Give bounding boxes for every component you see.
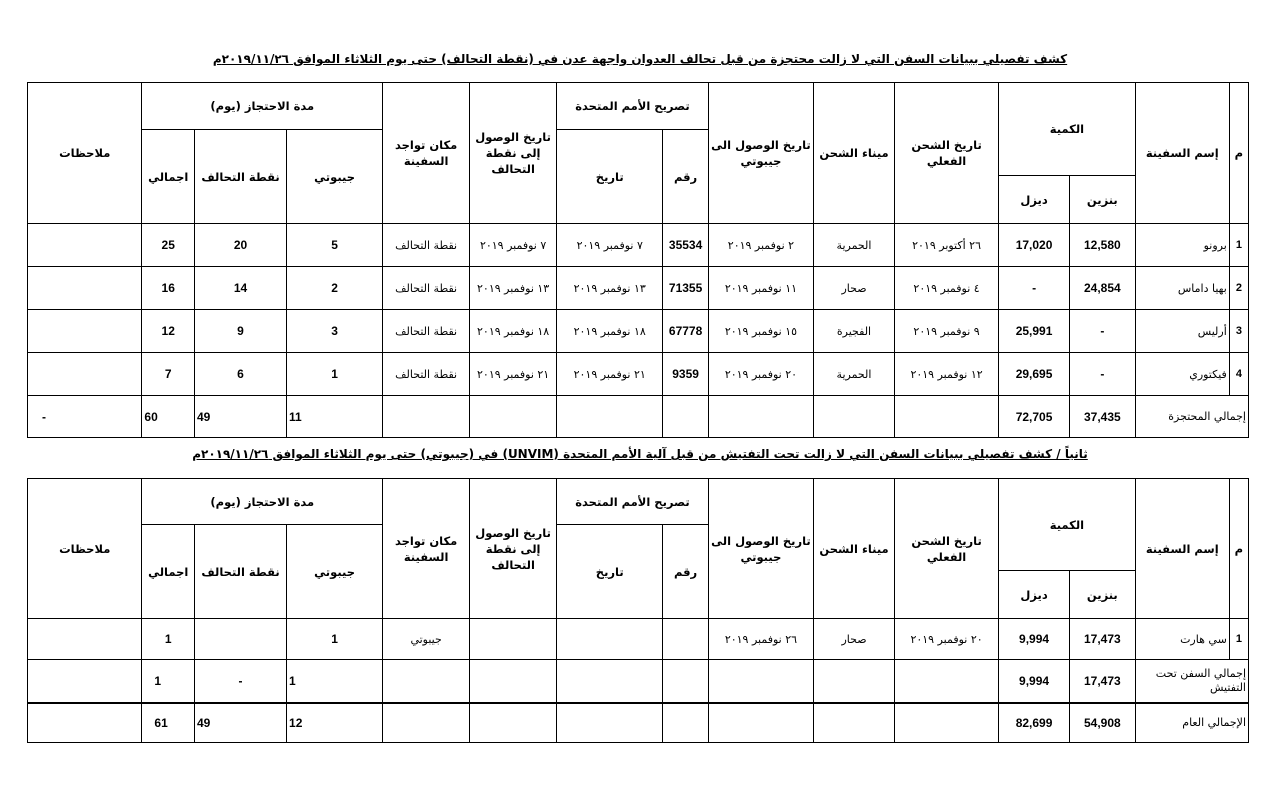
days-coalition: 14 bbox=[195, 267, 287, 310]
grand-diesel: 82,699 bbox=[999, 703, 1070, 743]
petrol-qty: - bbox=[1069, 353, 1135, 396]
col-detention-total: اجمالي bbox=[142, 130, 195, 224]
days-djibouti: 1 bbox=[287, 619, 383, 660]
col-location: مكان تواجد السفينة bbox=[383, 83, 470, 224]
days-djibouti: 2 bbox=[287, 267, 383, 310]
days-coalition: 9 bbox=[195, 310, 287, 353]
inspection-ships-table bbox=[27, 478, 1249, 743]
col-ship-name: إسم السفينة bbox=[1135, 83, 1229, 224]
days-coalition: 20 bbox=[195, 224, 287, 267]
row-number: 2 bbox=[1229, 267, 1248, 310]
diesel-qty: 17,020 bbox=[999, 224, 1070, 267]
permit-number: 71355 bbox=[663, 267, 709, 310]
ship-location: نقطة التحالف bbox=[383, 224, 470, 267]
permit-date: ٢١ نوفمبر ٢٠١٩ bbox=[557, 353, 663, 396]
ship-row bbox=[28, 619, 1249, 660]
total-diesel: 72,705 bbox=[999, 396, 1070, 438]
col-detention-djibouti: جيبوتي bbox=[287, 525, 383, 619]
notes bbox=[28, 353, 142, 396]
load-date: ٤ نوفمبر ٢٠١٩ bbox=[894, 267, 998, 310]
total-petrol: 37,435 bbox=[1069, 396, 1135, 438]
arrival-djibouti: ٢٠ نوفمبر ٢٠١٩ bbox=[708, 353, 813, 396]
subtotal-djibouti-days: 1 bbox=[287, 660, 383, 703]
grand-petrol: 54,908 bbox=[1069, 703, 1135, 743]
total-label: إجمالي المحتجزة bbox=[1135, 396, 1248, 438]
arrival-djibouti: ٢ نوفمبر ٢٠١٩ bbox=[708, 224, 813, 267]
col-arrival-coalition: تاريخ الوصول إلى نقطة التحالف bbox=[470, 83, 557, 224]
col-un-permit: تصريح الأمم المتحدة bbox=[557, 479, 709, 525]
load-date: ٢٦ أكتوبر ٢٠١٩ bbox=[894, 224, 998, 267]
report-title-detained: كشف تفصيلي ببيانات السفن التي لا زالت محتجزة من قبل تحالف العدوان واجهة عدن في (نقطة التحالف) حتى يوم الثلاثاء الموافق ٢٠١٩/١١/٢٦م bbox=[212, 52, 1068, 66]
days-total: 7 bbox=[142, 353, 195, 396]
ship-location: جيبوتي bbox=[383, 619, 470, 660]
col-detention-coalition: نقطة التحالف bbox=[195, 130, 287, 224]
notes bbox=[28, 619, 142, 660]
col-load-port: ميناء الشحن bbox=[814, 83, 895, 224]
ship-row bbox=[28, 267, 1249, 310]
subtotal-days: 1 bbox=[142, 660, 195, 703]
ship-location: نقطة التحالف bbox=[383, 310, 470, 353]
days-total: 16 bbox=[142, 267, 195, 310]
row-number: 3 bbox=[1229, 310, 1248, 353]
col-load-date: تاريخ الشحن الفعلي bbox=[894, 83, 998, 224]
subtotal-coalition-days: - bbox=[195, 660, 287, 703]
col-ship-name: إسم السفينة bbox=[1135, 479, 1229, 619]
col-load-port: ميناء الشحن bbox=[814, 479, 895, 619]
diesel-qty: 29,695 bbox=[999, 353, 1070, 396]
report-title-inspection: ثانياً / كشف تفصيلي ببيانات السفن التي لا زالت تحت التفتيش من قبل آلية الأمم المتحدة (UNVIM) في (جيبوتي) حتى يوم الثلاثاء الموافق ٢٠١٩/١١/٢٦م bbox=[192, 447, 1088, 461]
ship-name: فيكتوري bbox=[1135, 353, 1229, 396]
ship-name: سي هارت bbox=[1135, 619, 1229, 660]
arrival-coalition: ١٣ نوفمبر ٢٠١٩ bbox=[470, 267, 557, 310]
row-number: 4 bbox=[1229, 353, 1248, 396]
days-coalition: 6 bbox=[195, 353, 287, 396]
load-date: ٢٠ نوفمبر ٢٠١٩ bbox=[894, 619, 998, 660]
load-date: ٩ نوفمبر ٢٠١٩ bbox=[894, 310, 998, 353]
permit-number: 67778 bbox=[663, 310, 709, 353]
col-load-date: تاريخ الشحن الفعلي bbox=[894, 479, 998, 619]
ship-row bbox=[28, 353, 1249, 396]
petrol-qty: 24,854 bbox=[1069, 267, 1135, 310]
col-detention-total: اجمالي bbox=[142, 525, 195, 619]
grand-coalition-days: 49 bbox=[195, 703, 287, 743]
load-port: الحمرية bbox=[814, 224, 895, 267]
days-total: 12 bbox=[142, 310, 195, 353]
arrival-coalition: ١٨ نوفمبر ٢٠١٩ bbox=[470, 310, 557, 353]
col-detention-coalition: نقطة التحالف bbox=[195, 525, 287, 619]
col-detention: مدة الاحتجاز (يوم) bbox=[142, 83, 383, 130]
arrival-coalition: ٧ نوفمبر ٢٠١٩ bbox=[470, 224, 557, 267]
col-quantity: الكمية bbox=[999, 83, 1136, 176]
subtotal-petrol: 17,473 bbox=[1069, 660, 1135, 703]
col-arrival-djibouti: تاريخ الوصول الى جيبوتي bbox=[708, 479, 813, 619]
ship-name: أرليس bbox=[1135, 310, 1229, 353]
subtotal-label: إجمالي السفن تحت التفتيش bbox=[1135, 660, 1248, 703]
col-permit-date: تاريخ bbox=[557, 525, 663, 619]
notes bbox=[28, 267, 142, 310]
load-port: صحار bbox=[814, 619, 895, 660]
total-notes: - bbox=[28, 396, 142, 438]
col-detention-djibouti: جيبوتي bbox=[287, 130, 383, 224]
col-location: مكان تواجد السفينة bbox=[383, 479, 470, 619]
col-notes: ملاحظات bbox=[28, 479, 142, 619]
ship-row bbox=[28, 310, 1249, 353]
notes bbox=[28, 224, 142, 267]
total-djibouti-days: 11 bbox=[287, 396, 383, 438]
diesel-qty: 9,994 bbox=[999, 619, 1070, 660]
petrol-qty: - bbox=[1069, 310, 1135, 353]
col-arrival-djibouti: تاريخ الوصول الى جيبوتي bbox=[708, 83, 813, 224]
load-port: صحار bbox=[814, 267, 895, 310]
permit-date: ١٣ نوفمبر ٢٠١٩ bbox=[557, 267, 663, 310]
row-number: 1 bbox=[1229, 224, 1248, 267]
col-petrol: بنزين bbox=[1069, 176, 1135, 224]
days-total: 25 bbox=[142, 224, 195, 267]
load-date: ١٢ نوفمبر ٢٠١٩ bbox=[894, 353, 998, 396]
arrival-coalition bbox=[470, 619, 557, 660]
subtotal-diesel: 9,994 bbox=[999, 660, 1070, 703]
col-permit-number: رقم bbox=[663, 525, 709, 619]
permit-number: 35534 bbox=[663, 224, 709, 267]
col-detention: مدة الاحتجاز (يوم) bbox=[142, 479, 383, 525]
grand-djibouti-days: 12 bbox=[287, 703, 383, 743]
days-djibouti: 3 bbox=[287, 310, 383, 353]
col-permit-number: رقم bbox=[663, 130, 709, 224]
days-total: 1 bbox=[142, 619, 195, 660]
col-m: م bbox=[1229, 479, 1248, 619]
total-coalition-days: 49 bbox=[195, 396, 287, 438]
total-days: 60 bbox=[142, 396, 195, 438]
load-port: الفجيرة bbox=[814, 310, 895, 353]
col-notes: ملاحظات bbox=[28, 83, 142, 224]
col-diesel: ديزل bbox=[999, 571, 1070, 619]
ship-name: برونو bbox=[1135, 224, 1229, 267]
detained-ships-table bbox=[27, 82, 1249, 438]
petrol-qty: 17,473 bbox=[1069, 619, 1135, 660]
arrival-djibouti: ٢٦ نوفمبر ٢٠١٩ bbox=[708, 619, 813, 660]
inspection-subtotal-row bbox=[28, 660, 1249, 703]
grand-label: الإجمالي العام bbox=[1135, 703, 1248, 743]
permit-number bbox=[663, 619, 709, 660]
diesel-qty: - bbox=[999, 267, 1070, 310]
ship-location: نقطة التحالف bbox=[383, 353, 470, 396]
col-diesel: ديزل bbox=[999, 176, 1070, 224]
load-port: الحمرية bbox=[814, 353, 895, 396]
col-un-permit: تصريح الأمم المتحدة bbox=[557, 83, 709, 130]
col-arrival-coalition: تاريخ الوصول إلى نقطة التحالف bbox=[470, 479, 557, 619]
petrol-qty: 12,580 bbox=[1069, 224, 1135, 267]
grand-total-row bbox=[28, 703, 1249, 743]
ship-row bbox=[28, 224, 1249, 267]
ship-name: بهيا داماس bbox=[1135, 267, 1229, 310]
days-djibouti: 1 bbox=[287, 353, 383, 396]
permit-number: 9359 bbox=[663, 353, 709, 396]
diesel-qty: 25,991 bbox=[999, 310, 1070, 353]
col-quantity: الكمية bbox=[999, 479, 1136, 571]
permit-date: ١٨ نوفمبر ٢٠١٩ bbox=[557, 310, 663, 353]
arrival-djibouti: ١١ نوفمبر ٢٠١٩ bbox=[708, 267, 813, 310]
col-permit-date: تاريخ bbox=[557, 130, 663, 224]
row-number: 1 bbox=[1229, 619, 1248, 660]
arrival-coalition: ٢١ نوفمبر ٢٠١٩ bbox=[470, 353, 557, 396]
days-djibouti: 5 bbox=[287, 224, 383, 267]
arrival-djibouti: ١٥ نوفمبر ٢٠١٩ bbox=[708, 310, 813, 353]
permit-date bbox=[557, 619, 663, 660]
days-coalition bbox=[195, 619, 287, 660]
grand-days: 61 bbox=[142, 703, 195, 743]
permit-date: ٧ نوفمبر ٢٠١٩ bbox=[557, 224, 663, 267]
detained-total-row bbox=[28, 396, 1249, 438]
col-m: م bbox=[1229, 83, 1248, 224]
notes bbox=[28, 310, 142, 353]
col-petrol: بنزين bbox=[1069, 571, 1135, 619]
ship-location: نقطة التحالف bbox=[383, 267, 470, 310]
